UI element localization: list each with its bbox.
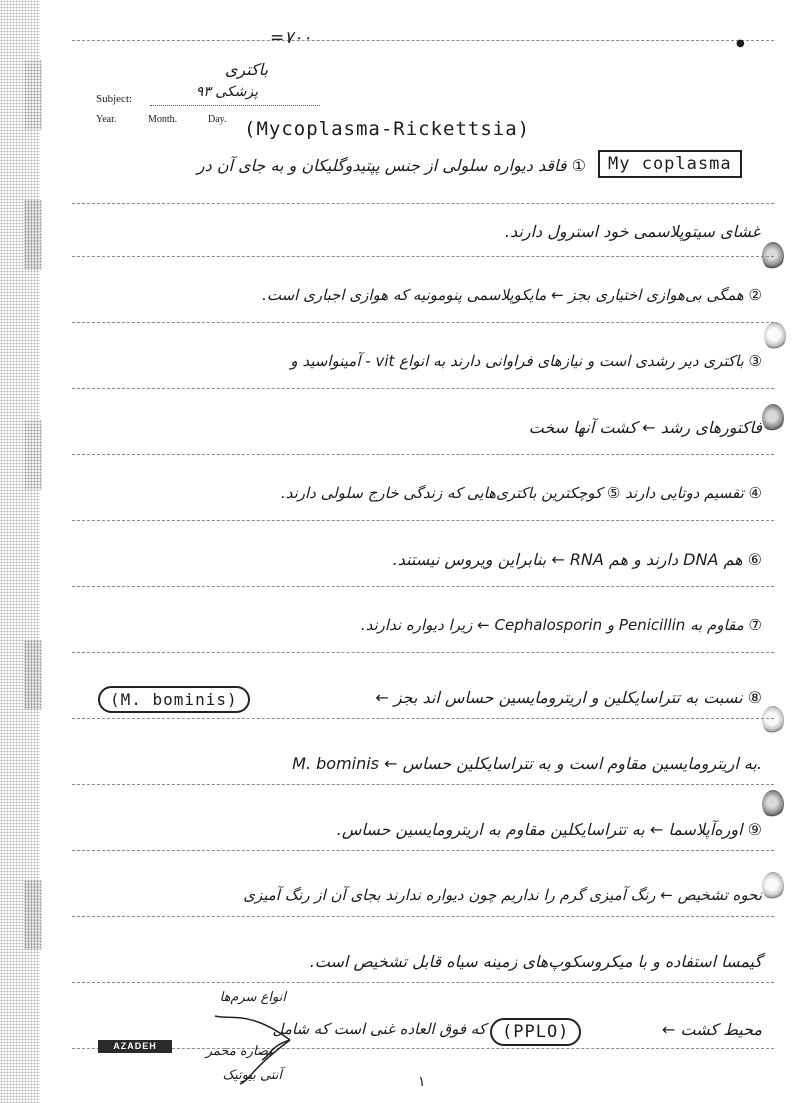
price-note: =۷۰۰ [270,28,312,48]
month-label: Month. [148,114,178,125]
page-heading: (Mycoplasma-Rickettsia) [244,118,531,140]
note-line-1: ① فاقد دیواره سلولی از جنس پپتیدوگلیکان و به جای آن در [196,156,586,175]
corner-dot: ● [736,38,745,49]
note-line-11: ⑨ اوره‌آپلاسما ← به تتراسایکلین مقاوم به اریترومایسین حساس. [336,820,762,839]
subject-label: Subject: [96,93,133,105]
note-line-10: M. bominis ← به اریترومایسین مقاوم است و به تتراسایکلین حساس. [292,754,762,773]
margin-note-antibiotic: آنتی بیوتیک [222,1068,282,1083]
note-line-4: ③ باکتری دیر رشدی است و نیازهای فراوانی دارند به انواع vit - آمینواسید و [290,352,762,370]
day-label: Day. [208,114,227,125]
margin-note-yeast: عصاره مخمر [205,1044,276,1059]
note-line-2: غشای سیتوپلاسمی خود استرول دارند. [504,222,760,241]
note-line-5: فاکتورهای رشد ← کشت آنها سخت [528,418,762,437]
mycoplasma-box: My coplasma [598,150,742,178]
subject-title: باکتری [224,60,268,79]
brace-arrow [240,1040,290,1084]
margin-note-serums: انواع سرم‌ها [219,990,286,1005]
mbominis-oval: (M. bominis) [98,686,250,713]
note-line-12: نحوه تشخیص ← رنگ آمیزی گرم را نداریم چون دیواره ندارند بجای آن از رنگ آمیزی [243,886,762,904]
pplo-oval: (PPLO) [490,1018,581,1046]
note-line-7: ⑥ هم DNA دارند و هم RNA ← بنابراین ویروس نیستند. [392,550,762,569]
note-line-13: گیمسا استفاده و با میکروسکوپ‌های زمینه سیاه قابل تشخیص است. [309,952,762,971]
year-label: Year. [96,114,117,125]
note-line-6: ④ تقسیم دوتایی دارند ⑤ کوچکترین باکتری‌هایی که زندگی خارج سلولی دارند. [280,484,762,502]
note-line-3: ② همگی بی‌هوازی اختیاری بجز ← مایکوپلاسمی پنومونیه که هوازی اجباری است. [262,286,762,304]
note-line-9: ⑧ نسبت به تتراسایکلین و اریترومایسین حساس اند بجز ← [375,688,762,707]
note-line-14-prefix: محیط کشت ← [661,1020,762,1039]
note-line-14-rest: که فوق العاده غنی است که شامل [272,1020,486,1038]
brace-arrow [215,1016,290,1040]
scanner-stamp: AZADEH [98,1040,172,1053]
course-note: پزشکی ۹۳ [195,84,258,100]
note-line-8: ⑦ مقاوم به Penicillin و Cephalosporin ← زیرا دیواره ندارند. [360,616,762,634]
page-number: ۱ [418,1074,426,1090]
